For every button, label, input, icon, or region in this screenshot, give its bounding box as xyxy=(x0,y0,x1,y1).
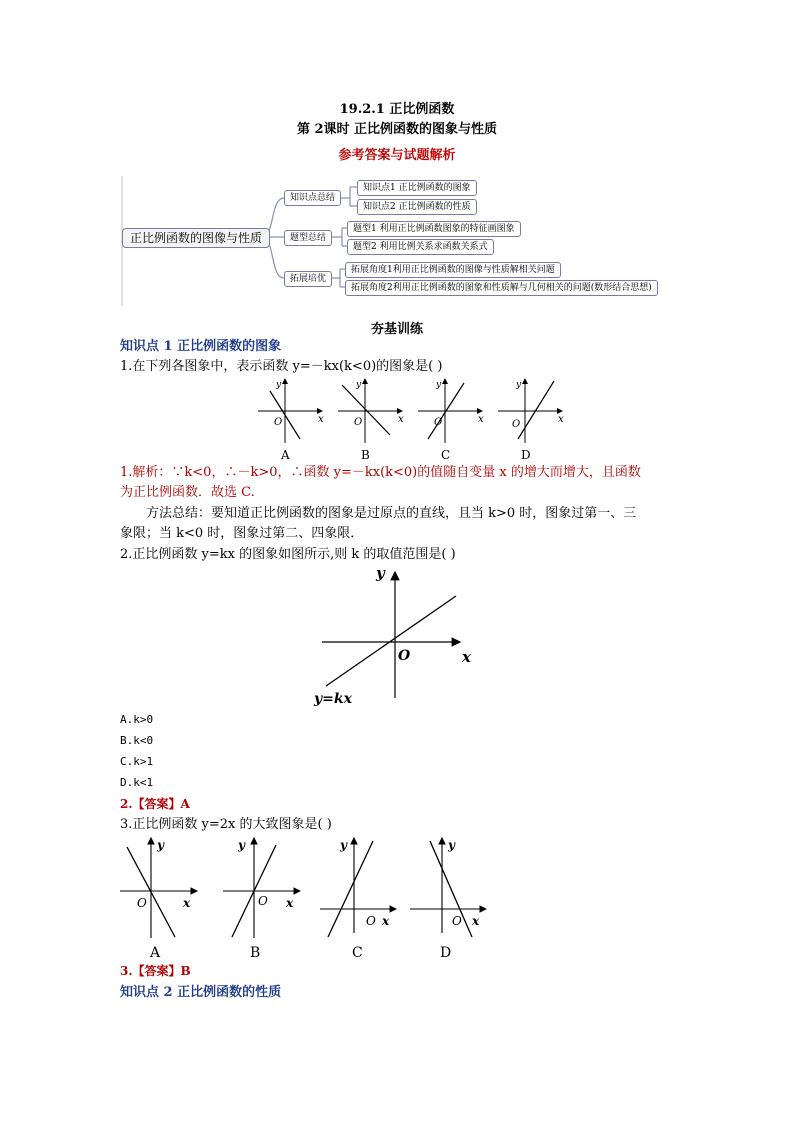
q1-method-line1: 方法总结：要知道正比例函数的图象是过原点的直线，且当 k>0 时，图象过第一、三 xyxy=(146,506,637,521)
q3-graph-d xyxy=(410,838,486,961)
svg-text:O: O xyxy=(137,896,147,910)
q1-graph-d xyxy=(498,379,564,462)
mindmap-leaf: 题型2 利用比例关系求函数关系式 xyxy=(347,239,494,255)
q3-graph-c xyxy=(320,838,396,961)
svg-text:A: A xyxy=(281,448,290,462)
svg-text:x: x xyxy=(398,414,404,425)
q3-line-d xyxy=(430,841,472,937)
mindmap-branch-knowledge: 知识点总结 xyxy=(284,190,341,206)
svg-text:x: x xyxy=(286,896,294,910)
q2-graph xyxy=(310,562,490,712)
section-title: 夯基训练 xyxy=(370,322,423,337)
svg-text:x: x xyxy=(472,914,480,928)
lesson-subtitle: 第 2课时 正比例函数的图象与性质 xyxy=(296,122,498,137)
svg-text:B: B xyxy=(361,448,370,462)
q3-stem: 3.正比例函数 y=2x 的大致图象是( ) xyxy=(120,817,332,832)
lesson-title: 19.2.1 正比例函数 xyxy=(339,102,455,117)
svg-text:y: y xyxy=(448,838,455,852)
svg-text:y: y xyxy=(376,564,385,582)
svg-text:y: y xyxy=(436,380,442,390)
q1-method-line2: 象限；当 k<0 时，图象过第二、四象限． xyxy=(120,526,364,541)
mindmap-root: 正比例函数的图像与性质 xyxy=(122,228,270,248)
svg-text:y: y xyxy=(276,380,282,390)
mindmap-leaf: 拓展角度2利用正比例函数的图象和性质解与几何相关的问题(数形结合思想) xyxy=(345,280,658,296)
svg-text:D: D xyxy=(521,448,531,462)
svg-text:O: O xyxy=(398,648,411,664)
svg-text:B: B xyxy=(250,945,261,961)
q2-answer: 2.【答案】A xyxy=(120,797,190,811)
svg-text:y: y xyxy=(340,838,347,852)
q1-solution-line1: 1.解析：∵k<0，∴－k>0，∴函数 y=－kx(k<0)的值随自变量 x 的增大而增大，且函数 xyxy=(120,465,641,480)
q2-stem: 2.正比例函数 y=kx 的图象如图所示,则 k 的取值范围是( ) xyxy=(120,547,456,562)
q1-solution-line2: 为正比例函数．故选 C. xyxy=(120,485,255,500)
kp2-title: 知识点 2 正比例函数的性质 xyxy=(120,985,282,1000)
q2-line-label: y=kx xyxy=(314,691,352,707)
mindmap-leaf: 知识点2 正比例函数的性质 xyxy=(357,199,477,215)
svg-text:O: O xyxy=(512,419,521,430)
svg-text:O: O xyxy=(274,417,283,428)
mindmap-branch-extension: 拓展培优 xyxy=(284,271,332,287)
svg-text:D: D xyxy=(440,945,452,961)
svg-text:x: x xyxy=(382,914,390,928)
svg-text:O: O xyxy=(366,914,376,928)
q1-line-b xyxy=(342,385,390,435)
svg-text:x: x xyxy=(558,414,564,425)
q2-option-a: A.k>0 xyxy=(120,713,154,726)
svg-text:A: A xyxy=(150,945,161,961)
mindmap-leaf: 题型1 利用正比例函数图象的特征画图象 xyxy=(347,221,521,237)
q2-option-d: D.k<1 xyxy=(120,776,154,789)
q3-graphs xyxy=(115,833,500,963)
q3-graph-b xyxy=(223,838,300,961)
svg-text:C: C xyxy=(352,945,363,961)
svg-text:x: x xyxy=(462,648,471,666)
svg-text:x: x xyxy=(318,414,324,425)
svg-text:y: y xyxy=(157,838,164,852)
svg-text:x: x xyxy=(478,414,484,425)
kp1-title: 知识点 1 正比例函数的图象 xyxy=(120,339,282,354)
svg-text:y: y xyxy=(238,838,245,852)
mindmap-leaf: 拓展角度1利用正比例函数的图像与性质解相关问题 xyxy=(345,262,561,278)
svg-text:y: y xyxy=(356,380,362,390)
answers-title: 参考答案与试题解析 xyxy=(338,148,456,163)
svg-text:O: O xyxy=(258,894,268,908)
svg-text:O: O xyxy=(452,914,462,928)
svg-text:x: x xyxy=(183,896,191,910)
q3-graph-a xyxy=(120,838,197,961)
q1-line-d xyxy=(518,381,554,439)
q1-graph-c xyxy=(418,379,484,462)
q1-graph-b xyxy=(338,379,404,462)
mindmap-branch-types: 题型总结 xyxy=(284,230,332,246)
svg-text:O: O xyxy=(354,417,363,428)
q2-option-b: B.k<0 xyxy=(120,734,154,747)
svg-text:y: y xyxy=(516,380,522,390)
svg-text:C: C xyxy=(441,448,451,462)
q2-line xyxy=(326,596,456,686)
q2-option-c: C.k>1 xyxy=(120,755,154,768)
q1-stem: 1.在下列各图象中，表示函数 y=－kx(k<0)的图象是( ) xyxy=(120,359,443,374)
q3-answer: 3.【答案】B xyxy=(120,964,191,978)
mindmap-leaf: 知识点1 正比例函数的图象 xyxy=(357,180,477,196)
q1-graphs xyxy=(250,375,580,465)
q1-graph-a xyxy=(258,379,324,462)
svg-text:O: O xyxy=(434,417,443,428)
